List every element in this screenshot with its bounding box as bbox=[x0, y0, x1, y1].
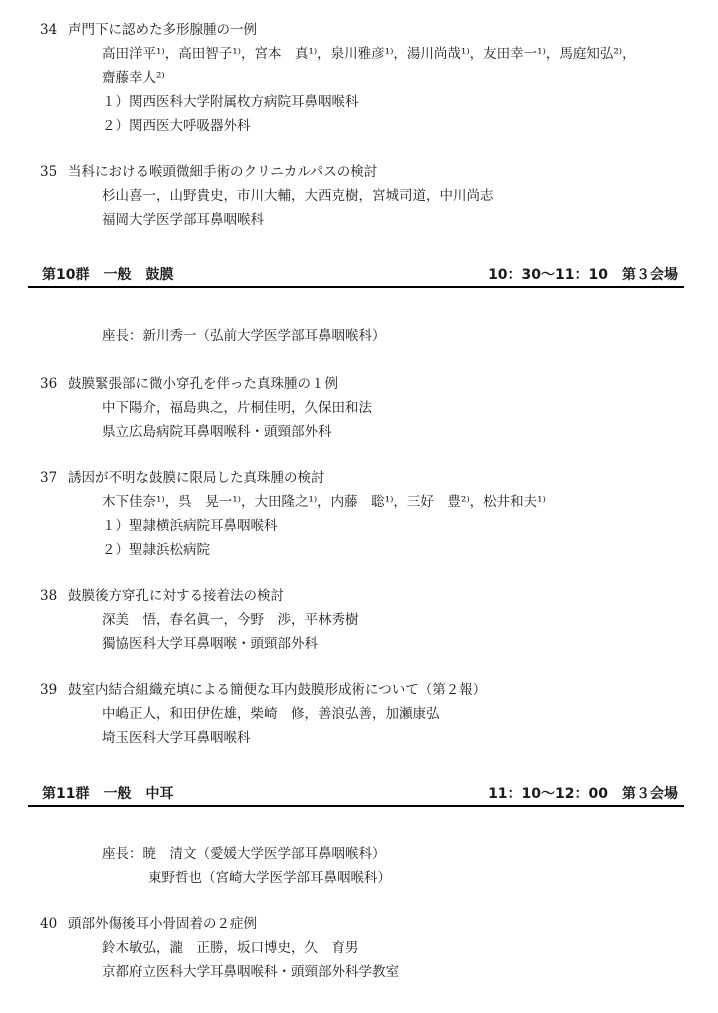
entry-title: 誘因が不明な鼓膜に限局した真珠腫の検討 bbox=[68, 470, 325, 486]
entry-number: 34 bbox=[40, 22, 58, 38]
entry-authors: 深美 悟，春名眞一，今野 渉，平林秀樹 bbox=[102, 612, 359, 628]
entry-title: 鼓室内結合組織充填による簡便な耳内鼓膜形成術について（第２報） bbox=[68, 682, 487, 698]
session-header-group-10 bbox=[28, 264, 684, 288]
entry-authors-cont: 齋藤幸人²⁾ bbox=[102, 70, 165, 86]
entry-number: 35 bbox=[40, 164, 58, 180]
entry-number: 40 bbox=[40, 916, 58, 932]
session-chair: 座長：新川秀一（弘前大学医学部耳鼻咽喉科） bbox=[102, 328, 386, 344]
entry-title: 声門下に認めた多形腺腫の一例 bbox=[68, 22, 257, 38]
session-chair: 座長：暁 清文（愛媛大学医学部耳鼻咽喉科） bbox=[102, 846, 386, 862]
entry-authors: 木下佳奈¹⁾，呉 晃一¹⁾，大田隆之¹⁾，内藤 聡¹⁾，三好 豊²⁾，松井和夫¹⁾ bbox=[102, 494, 546, 510]
entry-authors: 中嶋正人，和田伊佐雄，柴崎 修，善浪弘善，加瀬康弘 bbox=[102, 706, 440, 722]
session-label: 第11群 一般 中耳 bbox=[42, 786, 174, 802]
entry-title: 当科における喉頭微細手術のクリニカルパスの検討 bbox=[68, 164, 378, 180]
session-chair: 東野哲也（宮崎大学医学部耳鼻咽喉科） bbox=[148, 870, 391, 886]
entry-number: 37 bbox=[40, 470, 58, 486]
entry-affiliation: １）聖隷横浜病院耳鼻咽喉科 bbox=[102, 518, 278, 534]
entry-affiliation: 福岡大学医学部耳鼻咽喉科 bbox=[102, 212, 264, 228]
entry-affiliation: 県立広島病院耳鼻咽喉科・頭頸部外科 bbox=[102, 424, 332, 440]
session-time-room: 10：30〜11：10 第３会場 bbox=[488, 267, 678, 283]
entry-title: 鼓膜緊張部に微小穿孔を伴った真珠腫の１例 bbox=[68, 376, 338, 392]
session-time-room: 11：10〜12：00 第３会場 bbox=[488, 786, 678, 802]
entry-authors: 杉山喜一，山野貴史，市川大輔，大西克樹，宮城司道，中川尚志 bbox=[102, 188, 494, 204]
entry-authors: 中下陽介，福島典之，片桐佳明，久保田和法 bbox=[102, 400, 372, 416]
entry-title: 鼓膜後方穿孔に対する接着法の検討 bbox=[68, 588, 284, 604]
entry-affiliation: 獨協医科大学耳鼻咽喉・頭頸部外科 bbox=[102, 636, 318, 652]
entry-number: 36 bbox=[40, 376, 58, 392]
entry-affiliation: 京都府立医科大学耳鼻咽喉科・頭頸部外科学教室 bbox=[102, 964, 399, 980]
entry-authors: 鈴木敏弘，瀧 正勝，坂口博史，久 育男 bbox=[102, 940, 359, 956]
entry-affiliation: ２）聖隷浜松病院 bbox=[102, 542, 210, 558]
entry-number: 38 bbox=[40, 588, 58, 604]
entry-authors: 高田洋平¹⁾，高田智子¹⁾，宮本 真¹⁾，泉川雅彦¹⁾，湯川尚哉¹⁾，友田幸一¹⁾，馬庭知弘²⁾， bbox=[102, 46, 636, 62]
entry-affiliation: １）関西医科大学附属枚方病院耳鼻咽喉科 bbox=[102, 94, 359, 110]
session-label: 第10群 一般 鼓膜 bbox=[42, 267, 174, 283]
entry-title: 頭部外傷後耳小骨固着の２症例 bbox=[68, 916, 257, 932]
entry-number: 39 bbox=[40, 682, 58, 698]
session-header-group-11 bbox=[28, 783, 684, 807]
entry-affiliation: ２）関西医大呼吸器外科 bbox=[102, 118, 251, 134]
entry-affiliation: 埼玉医科大学耳鼻咽喉科 bbox=[102, 730, 251, 746]
